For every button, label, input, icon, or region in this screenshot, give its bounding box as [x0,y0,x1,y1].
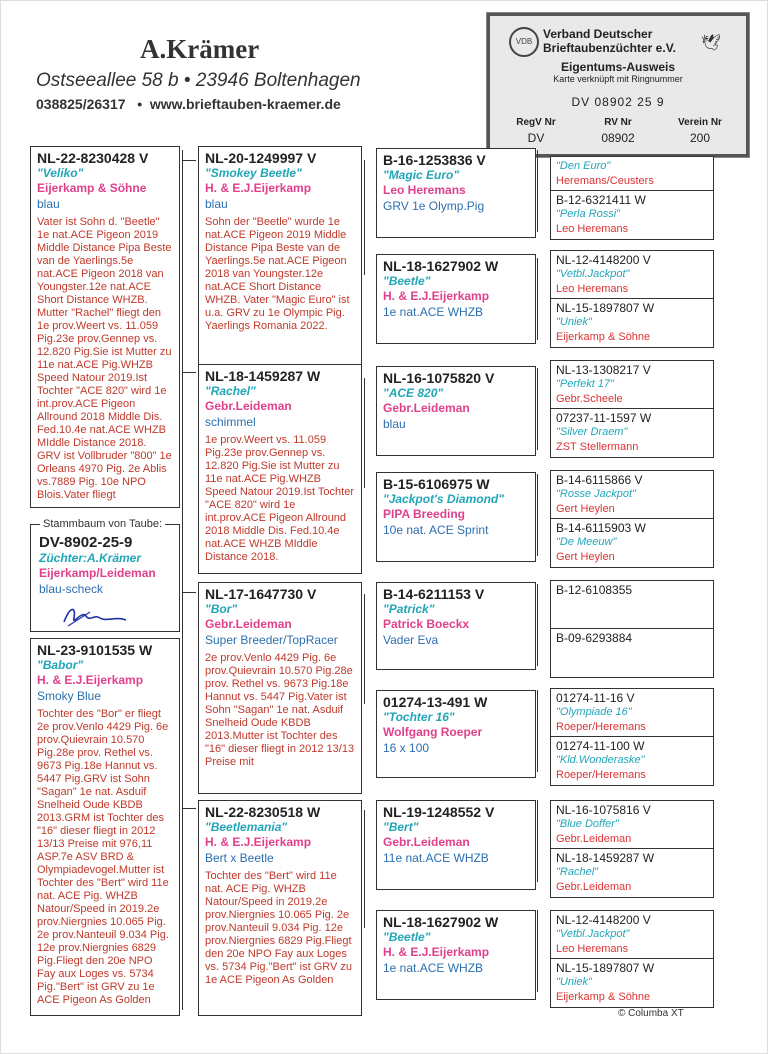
certificate-org [543,27,676,55]
grandparent-breeder: Gebr.Leideman [205,617,292,631]
gen4-breeder: Gebr.Scheele [556,393,623,405]
gen4-name: "Den Euro" [556,160,611,172]
gen4-ring: B-14-6115903 W [556,521,646,535]
certificate-col-label: Verein Nr [678,117,722,128]
great-grandparent-breeder: PIPA Breeding [383,507,466,521]
grandparent-notes: Sohn der "Beetle" wurde 1e nat.ACE Pigeon 2019 Middle Distance Pipa Beste van de Yaerlings.5e nat.ACE Pigeon 2018 van Youngster.12e nat.ACE Short Distance WHZB. Vater "Magic Euro" ist u.a. GRV zu 1e Olympic Pig. Yaerlings Romania 2022. [205,216,350,332]
great-grandparent-card[interactable] [376,910,536,1000]
subject-line: Eijerkamp/Leideman [39,566,156,580]
great-grandparent-extra: 11e nat.ACE WHZB [383,851,489,865]
gen4-card[interactable] [550,958,714,1008]
gen4-card[interactable] [550,736,714,786]
breeder-contact: 038825/26317 • www.brieftauben-kraemer.de [36,96,341,112]
gen4-card[interactable] [550,408,714,458]
gen4-card[interactable] [550,470,714,520]
gen4-breeder: Gert Heylen [556,551,615,563]
grandparent-ring: NL-18-1459287 W [205,368,321,384]
great-grandparent-ring: NL-18-1627902 W [383,914,499,930]
great-grandparent-name: "Magic Euro" [383,168,460,182]
gen4-breeder: Gebr.Leideman [556,881,632,893]
mother-card[interactable] [30,638,180,1016]
gen4-card[interactable] [550,628,714,678]
great-grandparent-name: "Patrick" [383,602,435,616]
gen4-ring: B-12-6321411 W [556,193,646,207]
great-grandparent-ring: B-15-6106975 W [383,476,490,492]
gen4-breeder: Leo Heremans [556,223,629,235]
great-grandparent-name: "ACE 820" [383,386,444,400]
great-grandparent-ring: NL-18-1627902 W [383,258,499,274]
gen4-name: "Rosse Jackpot" [556,488,636,500]
gen4-ring: NL-12-4148200 V [556,913,651,927]
certificate-subtitle: Karte verknüpft mit Ringnummer [553,74,683,84]
gen4-card[interactable] [550,848,714,898]
gen4-card[interactable] [550,518,714,568]
grandparent-name: "Bor" [205,602,238,616]
breeder-phone: 038825/26317 [36,96,126,112]
grandparent-notes: 2e prov.Venlo 4429 Pig. 6e prov.Quievrain 10.570 Pig.28e prov. Rethel vs. 9673 Pig.18e Hannut vs. 5447 Pig.Vater ist Sohn "Sagan" 1e nat. Asduif Snelheid Oude KBDB 2013.Mutter ist Tochter des "16" dieser fliegt in 2012 13/13 Preise mit [205,652,355,768]
gen4-breeder: Eijerkamp & Söhne [556,991,651,1003]
gen4-name: "Silver Draem" [556,426,628,438]
grandparent-breeder: H. & E.J.Eijerkamp [205,181,312,195]
father-notes: Vater ist Sohn d. "Beetle" 1e nat.ACE Pigeon 2019 Middle Distance Pipa Beste van de Yaerlings.5e nat.ACE Pigeon 2018 van Youngster.12e nat.ACE Short Distance WHZB. Mutter "Rachel" fliegt den 1e prov.Weert vs. 11.059 Pig.23e prov.Gennep vs. 12.820 Pig.Sie ist Mutter zu 11e nat.ACE Pig.WHZB Speed Natour 2019.Ist Tochter "ACE 820" wird 1e int.prov.ACE Pigeon Allround 2018 Middle Dis. Fed.10.4e nat.ACE WHZB MIddle Distance 2018. GRV ist Vollbruder "800" 1e Orleans 4970 Pig. 2e Ablis vs.7889 Pig. 10e NPO Blois.Vater fliegt [37,216,172,501]
pigeon-icon: 🕊 [701,35,722,52]
great-grandparent-ring: B-14-6211153 V [383,586,485,602]
gen4-ring: NL-12-4148200 V [556,253,651,267]
connector-line [364,810,365,928]
grandparent-name: "Beetlemania" [205,820,288,834]
gen4-card[interactable] [550,580,714,630]
gen4-ring: NL-15-1897807 W [556,961,655,975]
great-grandparent-name: "Tochter 16" [383,710,455,724]
gen4-name: "Kld.Wonderaske" [556,754,645,766]
grandparent-name: "Smokey Beetle" [205,166,302,180]
great-grandparent-ring: NL-19-1248552 V [383,804,495,820]
great-grandparent-breeder: Wolfgang Roeper [383,725,483,739]
great-grandparent-name: "Beetle" [383,274,431,288]
gen4-name: "Perla Rossi" [556,208,621,220]
grandparent-ring: NL-22-8230518 W [205,804,321,820]
great-grandparent-card[interactable] [376,690,536,778]
certificate-org-line1: Verband Deutscher [543,27,653,41]
great-grandparent-extra: 1e nat.ACE WHZB [383,961,484,975]
grandparent-breeder: Gebr.Leideman [205,399,292,413]
great-grandparent-breeder: Patrick Boeckx [383,617,470,631]
great-grandparent-ring: 01274-13-491 W [383,694,488,710]
grandparent-card[interactable] [198,582,362,794]
great-grandparent-card[interactable] [376,472,536,562]
grandparent-notes: Tochter des "Bert" wird 11e nat. ACE Pig. WHZB Natour/Speed in 2019.2e prov.Niergnies 10.065 Pig. 2e prov.Nanteuil 9.034 Pig. 12e prov.Niergnies 6829 Pig.Fliegt den 20e NPO Fay aux Loges vs. 5734 Pig."Bert" ist GRV zu 1e ACE Pigeon As Golden [205,870,353,986]
gen4-name: "Uniek" [556,316,592,328]
gen4-ring: B-14-6115866 V [556,473,643,487]
great-grandparent-card[interactable] [376,800,536,890]
connector-line [537,474,538,556]
great-grandparent-extra: blau [383,417,406,431]
father-color: blau [37,197,60,211]
gen4-ring: B-09-6293884 [556,631,633,645]
connector-line [537,258,538,340]
father-ring: NL-22-8230428 V [37,150,149,166]
gen4-card[interactable] [550,800,714,850]
grandparent-ring: NL-20-1249997 V [205,150,317,166]
gen4-card[interactable] [550,298,714,348]
father-card[interactable] [30,146,180,508]
gen4-ring: B-12-6108355 [556,583,633,597]
great-grandparent-ring: B-16-1253836 V [383,152,486,168]
signature-icon [60,604,130,630]
breeder-name: A.Krämer [140,34,260,64]
great-grandparent-breeder: H. & E.J.Eijerkamp [383,945,490,959]
subject-caption: Stammbaum von Taube: [40,518,165,530]
great-grandparent-extra: 16 x 100 [383,741,430,755]
gen4-ring: NL-13-1308217 V [556,363,651,377]
gen4-name: "Vetbl.Jackpot" [556,268,630,280]
connector-line [182,640,183,1010]
great-grandparent-breeder: H. & E.J.Eijerkamp [383,289,490,303]
mother-ring: NL-23-9101535 W [37,642,153,658]
grandparent-extra: Bert x Beetle [205,851,274,865]
gen4-breeder: ZST Stellermann [556,441,639,453]
connector-line [364,594,365,704]
breeder-website[interactable]: www.brieftauben-kraemer.de [149,96,341,112]
great-grandparent-card[interactable] [376,582,536,670]
gen4-ring: NL-15-1897807 W [556,301,655,315]
great-grandparent-card[interactable] [376,148,536,238]
great-grandparent-extra: Vader Eva [383,633,439,647]
certificate-col-value: 200 [689,131,711,145]
great-grandparent-extra: 10e nat. ACE Sprint [383,523,489,537]
gen4-card[interactable] [550,688,714,738]
grandparent-card[interactable] [198,364,362,574]
connector-line [182,150,183,640]
grandparent-notes: 1e prov.Weert vs. 11.059 Pig.23e prov.Gennep vs. 12.820 Pig.Sie ist Mutter zu 11e nat.ACE Pig.WHZB Speed Natour 2019.Ist Tochter "ACE 820" wird 1e int.prov.ACE Pigeon Allround 2018 Middle Dis. Fed.10.4e nat.ACE WHZB MIddle Distance 2018. [205,434,355,563]
gen4-breeder: Gebr.Leideman [556,833,632,845]
certificate-col-label: RegV Nr [516,117,556,128]
gen4-breeder: Leo Heremans [556,283,629,295]
grandparent-ring: NL-17-1647730 V [205,586,317,602]
breeder-address: Ostseeallee 58 b • 23946 Boltenhagen [36,70,361,91]
gen4-card[interactable] [550,360,714,410]
gen4-name: "De Meeuw" [556,536,617,548]
copyright-footer: © Columba XT [618,1008,684,1019]
certificate-col-value: 08902 [601,131,635,145]
gen4-name: "Olympiade 16" [556,706,632,718]
grandparent-card[interactable] [198,146,362,366]
great-grandparent-name: "Beetle" [383,930,431,944]
connector-line [364,160,365,275]
gen4-breeder: Leo Heremans [556,943,629,955]
great-grandparent-name: "Jackpot's Diamond" [383,492,504,506]
certificate-col-label: RV Nr [604,117,632,128]
connector-line [182,808,196,809]
grandparent-card[interactable] [198,800,362,1016]
gen4-ring: 01274-11-16 V [556,691,635,705]
mother-breeder: H. & E.J.Eijerkamp [37,673,144,687]
great-grandparent-extra: 1e nat.ACE WHZB [383,305,484,319]
certificate-org-line2: Brieftaubenzüchter e.V. [543,41,676,55]
certificate-number: DV 08902 25 9 [571,95,665,109]
connector-line [537,690,538,772]
connector-line [182,160,196,161]
grandparent-extra: blau [205,197,228,211]
gen4-breeder: Roeper/Heremans [556,769,646,781]
connector-line [537,584,538,666]
gen4-card[interactable] [550,250,714,300]
gen4-breeder: Roeper/Heremans [556,721,646,733]
gen4-name: "Vetbl.Jackpot" [556,928,630,940]
great-grandparent-breeder: Leo Heremans [383,183,466,197]
gen4-ring: NL-18-1459287 W [556,851,655,865]
certificate-title: Eigentums-Ausweis [560,60,676,74]
gen4-breeder: Gert Heylen [556,503,615,515]
great-grandparent-ring: NL-16-1075820 V [383,370,495,386]
ownership-certificate [486,12,750,158]
gen4-card[interactable] [550,190,714,240]
gen4-ring: 07237-11-1597 W [556,411,652,425]
great-grandparent-card[interactable] [376,254,536,344]
gen4-ring: 01274-11-100 W [556,739,645,753]
certificate-col-value: DV [527,131,545,145]
grandparent-breeder: H. & E.J.Eijerkamp [205,835,312,849]
father-name: "Veliko" [37,166,84,180]
vdb-logo-icon: VDB [509,27,539,57]
connector-line [364,378,365,488]
mother-notes: Tochter des "Bor" er fliegt 2e prov.Venlo 4429 Pig. 6e prov.Quievrain 10.570 Pig.28e prov. Rethel vs. 9673 Pig.18e Hannut vs. 5447 Pig.GRV ist Sohn "Sagan" 1e nat. Asduif Snelheid Oude KBDB 2013.GRM ist Tochter des "16" dieser fliegt in 2012 13/13 Preise mit 976,11 ASP.7e ASV BRD & Olympiadevogel.Mutter ist Tochter des "Bert" wird 11e nat. ACE Pig. WHZB Natour/Speed in 2019.2e prov.Niergnies 10.065 Pig. 2e prov.Nanteuil 9.034 Pig. 12e prov.Niergnies 6829 Pig.Fliegt den 20e NPO Fay aux Loges vs. 5734 Pig."Bert" ist GRV zu 1e ACE Pigeon As Golden [37,708,169,1006]
connector-line [537,150,538,232]
grandparent-name: "Rachel" [205,384,256,398]
mother-name: "Babor" [37,658,84,672]
gen4-name: "Blue Doffer" [556,818,619,830]
connector-line [537,368,538,450]
connector-line [537,800,538,882]
gen4-name: "Rachel" [556,866,599,878]
great-grandparent-card[interactable] [376,366,536,456]
connector-line [182,372,196,373]
father-breeder: Eijerkamp & Söhne [37,181,147,195]
connector-line [182,592,196,593]
gen4-breeder: Eijerkamp & Söhne [556,331,651,343]
gen4-name: "Uniek" [556,976,592,988]
great-grandparent-name: "Bert" [383,820,419,834]
gen4-card[interactable] [550,910,714,960]
great-grandparent-extra: GRV 1e Olymp.Pig [383,199,485,213]
gen4-name: "Perfekt 17" [556,378,614,390]
great-grandparent-breeder: Gebr.Leideman [383,401,470,415]
grandparent-extra: schimmel [205,415,256,429]
grandparent-extra: Super Breeder/TopRacer [205,633,338,647]
subject-color: blau-scheck [39,582,104,596]
subject-breeder: Züchter:A.Krämer [39,551,142,565]
connector-line [537,910,538,992]
great-grandparent-breeder: Gebr.Leideman [383,835,470,849]
gen4-ring: NL-16-1075816 V [556,803,651,817]
gen4-breeder: Heremans/Ceusters [556,175,654,187]
mother-color: Smoky Blue [37,689,102,703]
subject-ring: DV-8902-25-9 [39,534,133,551]
